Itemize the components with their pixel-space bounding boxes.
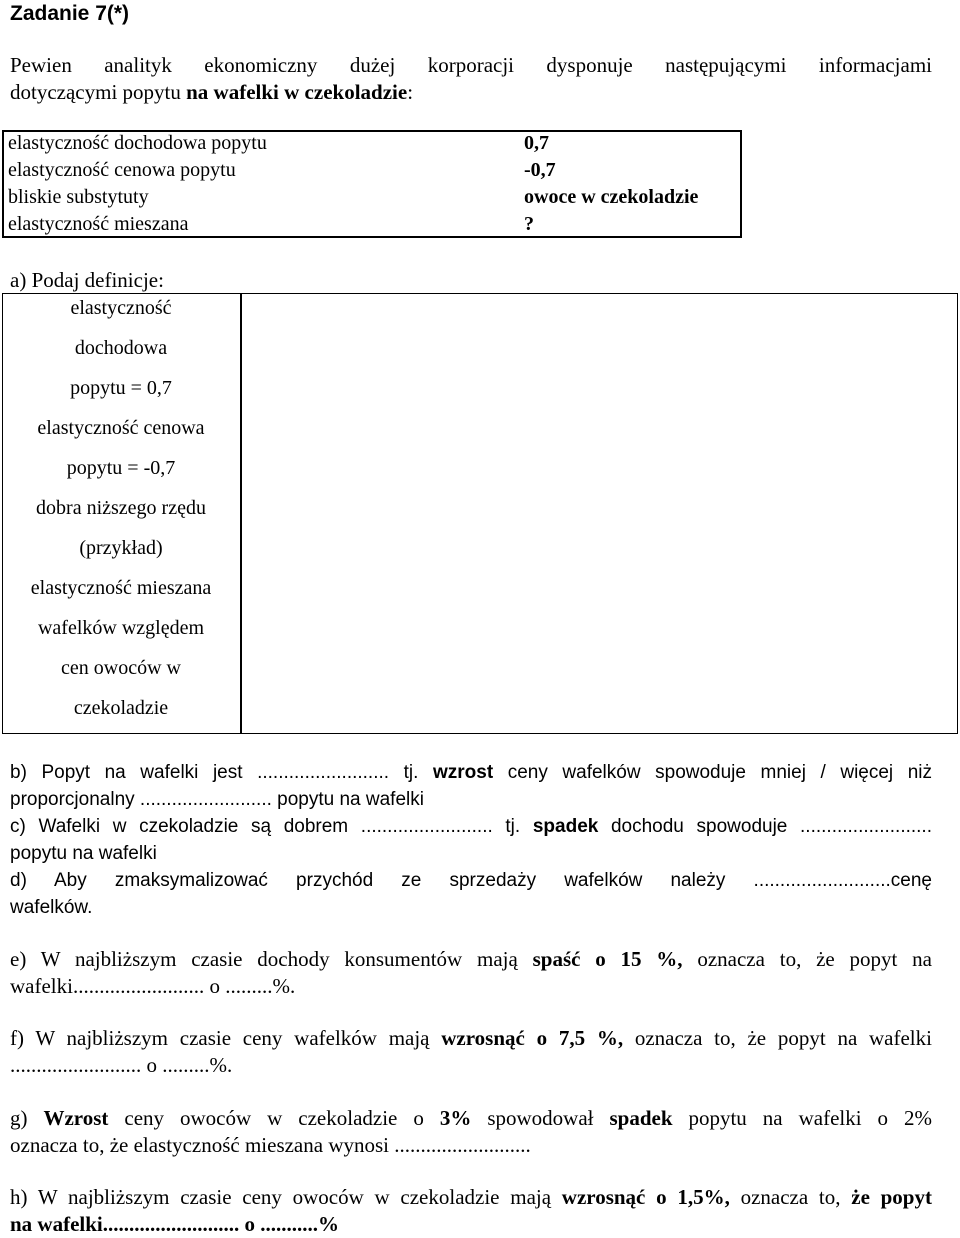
definition-label-line: dobra niższego rzędu <box>36 497 206 519</box>
question-c <box>10 813 932 867</box>
question-d-line-1: d) Aby zmaksymalizować przychód ze sprzedaży wafelków należy ..........................cenę <box>10 870 932 891</box>
info-table-row <box>2 157 756 184</box>
info-table-row <box>2 184 756 211</box>
question-e <box>10 946 932 1000</box>
definition-label-line: elastyczność mieszana <box>30 577 212 599</box>
info-value: owoce w czekoladzie <box>524 186 699 208</box>
info-table-row <box>2 130 756 157</box>
question-g-line-2: oznacza to, że elastyczność mieszana wynosi .......................... <box>10 1133 531 1157</box>
definition-label-line: elastyczność cenowa <box>37 417 205 439</box>
definition-label-line: popytu = 0,7 <box>70 377 172 399</box>
definition-label-line: popytu = -0,7 <box>66 457 176 479</box>
question-d <box>10 867 932 921</box>
info-table <box>2 130 756 238</box>
question-e-line-1: e) W najbliższym czasie dochody konsumentów mają spaść o 15 %, oznacza to, że popyt na <box>10 947 932 971</box>
question-b-line-1: b) Popyt na wafelki jest ......................... tj. wzrost ceny wafelków spowoduje mniej / więcej niż <box>10 762 932 783</box>
section-a-heading: a) Podaj definicje: <box>10 268 164 292</box>
question-c-line-1: c) Wafelki w czekoladzie są dobrem ......................... tj. spadek dochodu spowoduje ......................... <box>10 816 932 837</box>
info-table-row <box>2 211 756 238</box>
question-g-line-1: g) Wzrost ceny owoców w czekoladzie o 3% spowodował spadek popytu na wafelki o 2% <box>10 1106 933 1130</box>
intro-paragraph <box>10 52 932 106</box>
question-c-line-2: popytu na wafelki <box>10 843 157 864</box>
info-label: bliskie substytuty <box>8 186 149 208</box>
question-h-line-2: na wafelki.......................... o ...........% <box>10 1212 340 1236</box>
question-f <box>10 1025 932 1079</box>
question-b <box>10 759 932 813</box>
question-f-line-2: ......................... o .........%. <box>10 1053 233 1077</box>
info-value: 0,7 <box>524 132 549 154</box>
question-d-line-2: wafelków. <box>10 897 93 918</box>
info-label: elastyczność mieszana <box>8 213 189 235</box>
definition-label-line: dochodowa <box>74 337 168 359</box>
question-g <box>10 1105 932 1159</box>
question-f-line-1: f) W najbliższym czasie ceny wafelków mają wzrosnąć o 7,5 %, oznacza to, że popyt na wafelki <box>10 1026 932 1050</box>
info-label: elastyczność dochodowa popytu <box>8 132 267 154</box>
definition-label-line: (przykład) <box>79 537 163 559</box>
info-value: ? <box>524 213 534 235</box>
question-e-line-2: wafelki......................... o .........%. <box>10 974 296 998</box>
intro-line-1: Pewien analityk ekonomiczny dużej korporacji dysponuje następującymi informacjami <box>10 53 932 77</box>
info-label: elastyczność cenowa popytu <box>8 159 236 181</box>
definition-label-line: czekoladzie <box>73 697 169 719</box>
definition-label-line: elastyczność <box>70 297 172 319</box>
question-b-line-2: proporcjonalny ......................... popytu na wafelki <box>10 789 424 810</box>
task-title: Zadanie 7(*) <box>10 2 130 25</box>
info-value: -0,7 <box>524 159 556 181</box>
definitions-divider <box>240 293 242 734</box>
intro-line-2: dotyczącymi popytu na wafelki w czekoladzie: <box>10 80 414 104</box>
question-h-line-1: h) W najbliższym czasie ceny owoców w czekoladzie mają wzrosnąć o 1,5%, oznacza to, że popyt <box>10 1185 932 1209</box>
definition-label-line: wafelków względem <box>37 617 205 639</box>
question-h <box>10 1184 932 1238</box>
definition-label-line: cen owoców w <box>61 657 181 679</box>
